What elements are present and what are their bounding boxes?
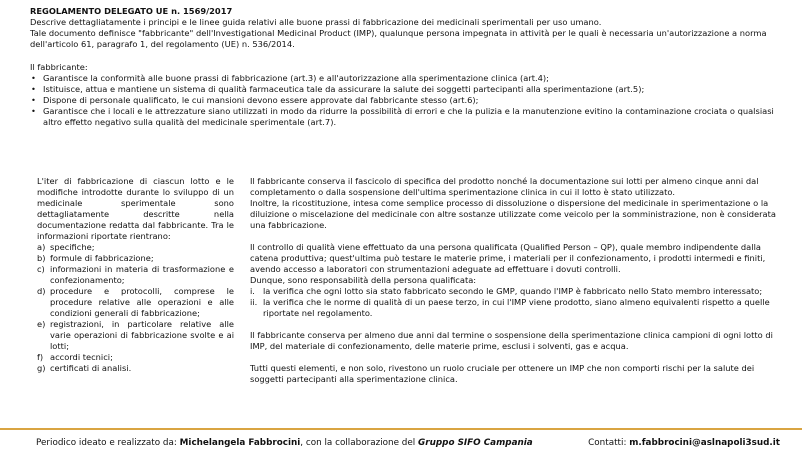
footer-credit-prefix: Periodico ideato e realizzato da: <box>36 438 180 448</box>
list-item: e) registrazioni, in particolare relative alle varie operazioni di fabbricazione svolte e ai lotti; <box>37 319 234 351</box>
list-item: b) formule di fabbricazione; <box>37 253 154 263</box>
list-item: a) specifiche; <box>37 242 95 252</box>
list-item: c) informazioni in materia di trasformazione e confezionamento; <box>37 264 234 285</box>
information-list <box>37 242 234 374</box>
footer-contacts <box>588 437 780 449</box>
qp-responsibility-list <box>250 286 786 319</box>
list-item: • Istituisce, attua e mantiene un sistema di qualità farmaceutica tale da assicurare la salute dei soggetti partecipanti alla sperimentazione (art.5); <box>31 84 645 94</box>
right-paragraph-1: Il fabbricante conserva il fascicolo di specifica del prodotto nonché la documentazione sui lotti per almeno cinque anni dal completamento o dalla sospensione dell'ultima sperimentazione clinica in cui il lotto è stato utilizzato. <box>250 176 759 197</box>
bullet-icon: • <box>31 95 36 105</box>
list-item: ii. la verifica che le norme di qualità di un paese terzo, in cui l'IMP viene prodotto, siano almeno equivalenti rispetto a quelle riportate nel regolamento. <box>250 297 770 318</box>
list-item: i. la verifica che ogni lotto sia stato fabbricato secondo le GMP, quando l'IMP è fabbricato nello Stato membro interessato; <box>250 286 763 296</box>
right-paragraph-3: Il controllo di qualità viene effettuato da una persona qualificata (Qualified Person – QP), quale membro indipendente dalla catena produttiva; quest'ultima può testare le materie prime, i materiali per il confezionamento, i prodotti intermedi e finiti, avendo accesso a laboratori con strumentazioni adeguate ad effettuare i dovuti controlli. <box>250 242 766 274</box>
intro-paragraph-2: Tale documento definisce "fabbricante" dell'Investigational Medicinal Product (IMP), qualunque persona impegnata in attività per le quali è necessaria un'autorizzazione a norma dell'articolo 61, paragrafo 1, del regolamento (UE) n. 536/2014. <box>30 28 767 49</box>
list-item: f) accordi tecnici; <box>37 352 113 362</box>
intro-paragraph-1: Descrive dettagliatamente i principi e le linee guida relativi alle buone prassi di fabbricazione dei medicinali sperimentali per uso umano. <box>30 17 602 27</box>
document-title: REGOLAMENTO DELEGATO UE n. 1569/2017 <box>30 6 233 16</box>
right-paragraph-5: Il fabbricante conserva per almeno due anni dal termine o sospensione della sperimentazione clinica campioni di ogni lotto di IMP, del materiale di confezionamento, delle materie prime, esclusi i solventi, gas e acqua. <box>250 330 773 351</box>
contact-label: Contatti: <box>588 438 630 448</box>
footer-author: Michelangela Fabbrocini <box>179 438 301 448</box>
left-intro: L'iter di fabbricazione di ciascun lotto e le modifiche introdotte durante lo sviluppo di un medicinale sperimentale sono dettagliatamente descritte nella documentazione redatta dal fabbricante. Tra le informazioni riportate rientrano: <box>37 176 234 241</box>
footer-group: Gruppo SIFO Campania <box>418 438 533 448</box>
left-column <box>37 176 234 374</box>
list-item: • Garantisce che i locali e le attrezzature siano utilizzati in modo da ridurre la possibilità di errori e che la pulizia e la manutenzione evitino la contaminazione crociata o qualsiasi altro effetto negativo sulla qualità del medicinale sperimentale (art.7). <box>31 106 774 127</box>
bullet-icon: • <box>31 73 36 83</box>
list-item: g) certificati di analisi. <box>37 363 132 373</box>
footer-divider <box>0 428 802 430</box>
fabbricante-bullet-list <box>30 73 778 128</box>
list-item: • Dispone di personale qualificato, le cui mansioni devono essere approvate dal fabbricante stesso (art.6); <box>31 95 479 105</box>
contact-email: m.fabbrocini@aslnapoli3sud.it <box>629 438 780 448</box>
fabbricante-label: Il fabbricante: <box>30 62 88 72</box>
list-item: d) procedure e protocolli, comprese le procedure relative alle operazioni e alle condizioni generali di fabbricazione; <box>37 286 234 318</box>
bullet-icon: • <box>31 106 36 116</box>
list-item: • Garantisce la conformità alle buone prassi di fabbricazione (art.3) e all'autorizzazione alla sperimentazione clinica (art.4); <box>31 73 549 83</box>
footer-credit-middle: , con la collaborazione del <box>300 438 419 448</box>
footer <box>36 437 786 449</box>
header-section <box>30 6 778 128</box>
right-paragraph-2: Inoltre, la ricostituzione, intesa come semplice processo di dissoluzione o dispersione del medicinale in sperimentazione o la diluizione o miscelazione del medicinale con altre sostanze utilizzate come veicolo per la somministrazione, non è considerata una fabbricazione. <box>250 198 776 230</box>
right-paragraph-6: Tutti questi elementi, e non solo, rivestono un ruolo cruciale per ottenere un IMP che non comporti rischi per la salute dei soggetti partecipanti alla sperimentazione clinica. <box>250 363 755 384</box>
bullet-icon: • <box>31 84 36 94</box>
right-paragraph-4: Dunque, sono responsabilità della persona qualificata: <box>250 275 477 285</box>
right-column <box>250 176 786 385</box>
